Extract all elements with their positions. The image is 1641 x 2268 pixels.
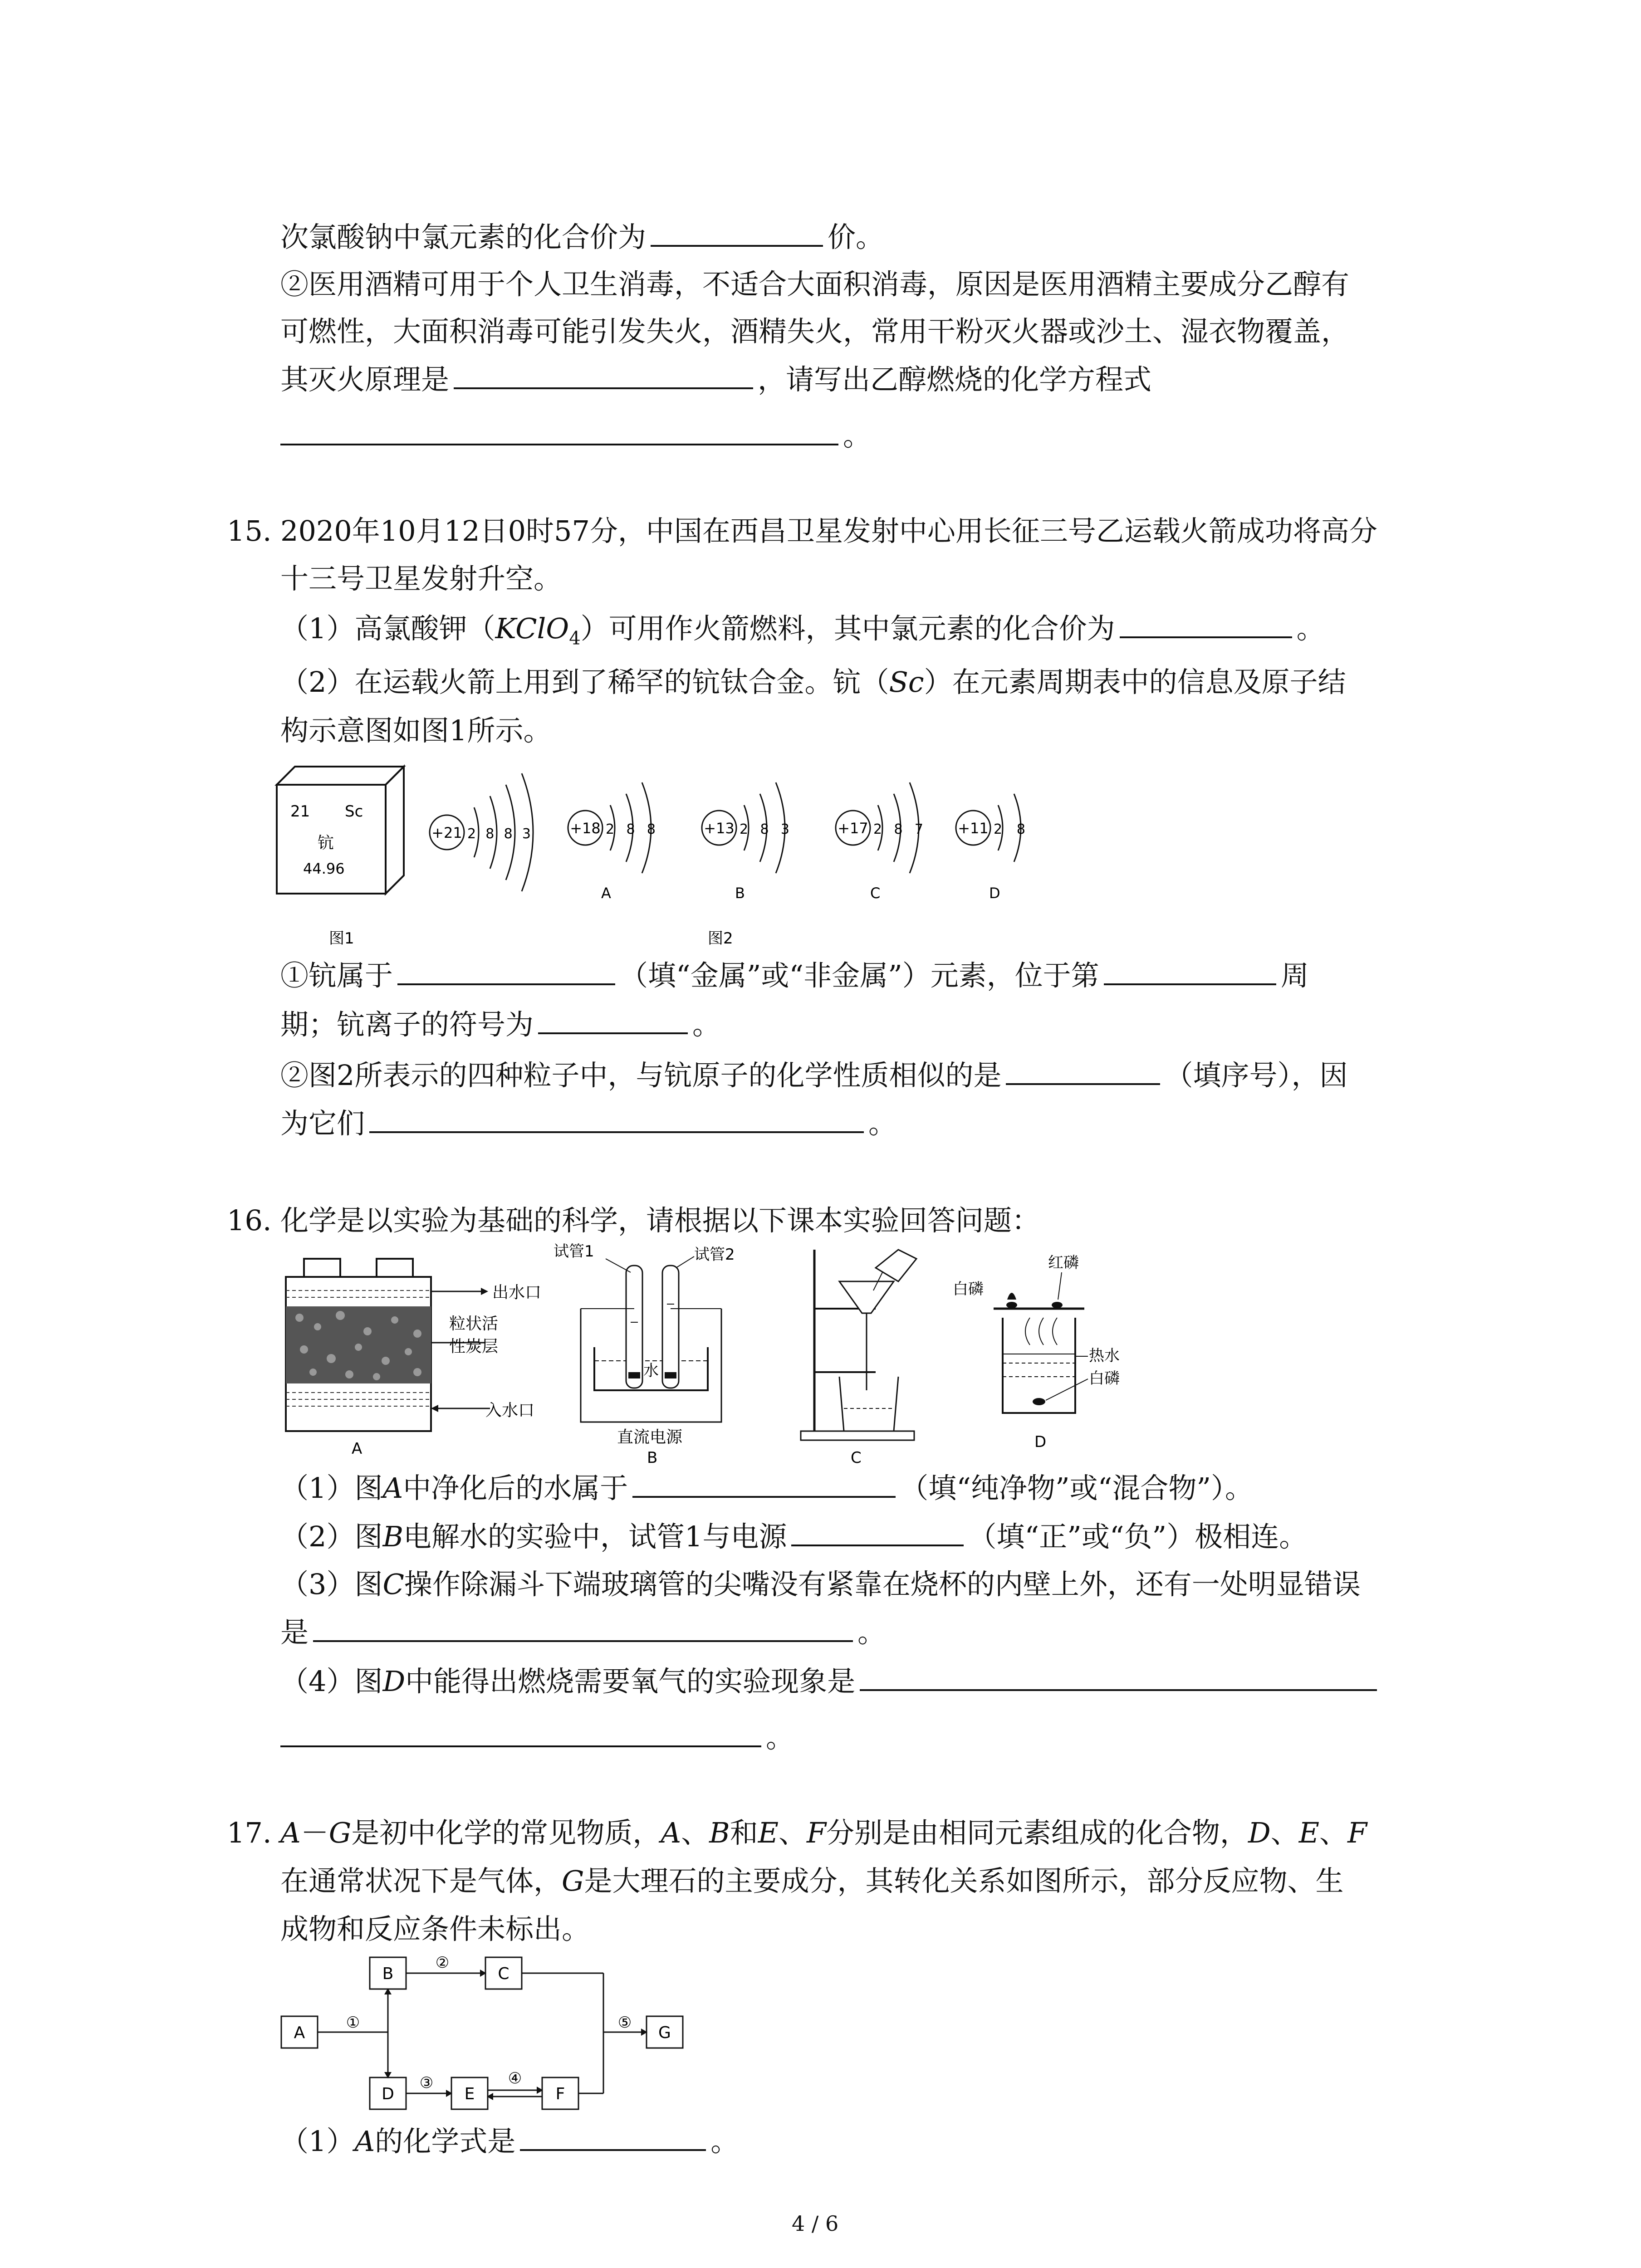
svg-text:出水口: 出水口 <box>492 1283 542 1302</box>
particle-d <box>956 794 1025 902</box>
answer-blank[interactable] <box>520 2145 706 2151</box>
node-e <box>451 2077 488 2109</box>
q15-line-4: （2）在运载火箭上用到了稀罕的钪钛合金。钪（Sc）在元素周期表中的信息及原子结 <box>280 665 1346 699</box>
q17-line-1: A－G是初中化学的常见物质，A、B和E、F分别是由相同元素组成的化合物，D、E、F <box>280 1816 1367 1849</box>
svg-text:B: B <box>735 885 745 902</box>
combustion-apparatus <box>953 1254 1120 1451</box>
q16-line-6: （4）图D中能得出燃烧需要氧气的实验现象是 <box>280 1667 1381 1696</box>
svg-text:F: F <box>555 2085 565 2103</box>
q15-line-5: 构示意图如图1所示。 <box>280 714 552 747</box>
svg-text:D: D <box>382 2085 394 2103</box>
q15-line-9: 为它们 。 <box>280 1107 897 1140</box>
node-b <box>370 1957 406 1989</box>
filtration-apparatus <box>801 1250 916 1467</box>
element-name: 钪 <box>318 834 334 852</box>
step-3: ③ <box>419 2074 434 2092</box>
answer-blank[interactable] <box>280 439 838 445</box>
answer-blank[interactable] <box>791 1540 964 1546</box>
particle-b <box>702 782 789 902</box>
particle-a <box>568 782 656 902</box>
answer-blank[interactable] <box>538 1028 688 1034</box>
q14-line-1: 次氯酸钠中氯元素的化合价为 价。 <box>280 220 884 254</box>
svg-text:A: A <box>294 2024 305 2042</box>
svg-text:E: E <box>464 2085 475 2103</box>
q15-line-1: 2020年10月12日0时57分，中国在西昌卫星发射中心用长征三号乙运载火箭成功将高分 <box>280 514 1377 547</box>
svg-text:C: C <box>498 1965 509 1983</box>
svg-text:C: C <box>851 1449 862 1467</box>
svg-text:C: C <box>870 885 881 902</box>
water-purifier-apparatus <box>286 1259 541 1458</box>
experiment-figure <box>272 1241 1161 1467</box>
q16-line-3: （2）图B电解水的实验中，试管1与电源 （填“正”或“负”）极相连。 <box>280 1520 1308 1553</box>
answer-blank[interactable] <box>632 1491 896 1498</box>
question-number-17: 17. <box>227 1816 272 1849</box>
svg-text:+21: +21 <box>431 824 462 841</box>
answer-blank[interactable] <box>280 1741 761 1747</box>
electrolysis-apparatus <box>554 1242 735 1467</box>
svg-text:B: B <box>647 1449 658 1467</box>
node-g <box>647 2016 683 2048</box>
q17-line-2: 在通常状况下是气体，G是大理石的主要成分，其转化关系如图所示，部分反应物、生 <box>280 1864 1344 1897</box>
svg-text:红磷: 红磷 <box>1048 1254 1079 1272</box>
element-number: 21 <box>290 802 310 821</box>
svg-text:试管1: 试管1 <box>554 1242 594 1261</box>
svg-text:+18: +18 <box>570 820 601 837</box>
svg-text:D: D <box>1034 1433 1047 1451</box>
q15-line-2: 十三号卫星发射升空。 <box>280 562 562 595</box>
svg-text:2 8 3: 2 8 3 <box>740 821 789 837</box>
node-f <box>542 2077 578 2109</box>
answer-blank[interactable] <box>1120 632 1292 638</box>
svg-text:D: D <box>989 885 1000 902</box>
svg-text:2 8: 2 8 <box>994 821 1025 837</box>
step-1: ① <box>346 2014 360 2032</box>
q15-line-7: 期；钪离子的符号为 。 <box>280 1008 721 1041</box>
svg-text:性炭层: 性炭层 <box>449 1337 499 1356</box>
q14-line-3: 可燃性，大面积消毒可能引发失火，酒精失火，常用干粉灭火器或沙土、湿衣物覆盖， <box>280 315 1350 348</box>
transformation-diagram <box>272 1946 726 2118</box>
svg-text:+13: +13 <box>704 820 735 837</box>
step-5: ⑤ <box>617 2014 632 2032</box>
svg-text:白磷: 白磷 <box>1089 1369 1120 1388</box>
svg-text:+17: +17 <box>838 820 868 837</box>
answer-blank[interactable] <box>860 1685 1377 1691</box>
answer-blank[interactable] <box>1104 979 1276 985</box>
element-cell <box>277 767 404 894</box>
answer-blank[interactable] <box>397 979 615 985</box>
q16-line-5: 是 。 <box>280 1616 886 1649</box>
q17-line-4: （1）A的化学式是 。 <box>280 2125 739 2158</box>
svg-text:A: A <box>601 885 611 902</box>
q16-line-2: （1）图A中净化后的水属于 （填“纯净物”或“混合物”）。 <box>280 1471 1254 1505</box>
svg-text:粒状活: 粒状活 <box>449 1315 499 1333</box>
svg-text:2 8 7: 2 8 7 <box>873 821 923 837</box>
figure-1-caption: 图1 <box>329 929 354 948</box>
q14-line-2: ②医用酒精可用于个人卫生消毒，不适合大面积消毒，原因是医用酒精主要成分乙醇有 <box>280 268 1350 301</box>
particle-c <box>836 782 923 902</box>
svg-text:+11: +11 <box>958 820 989 837</box>
node-a <box>281 2016 318 2048</box>
svg-text:直流电源: 直流电源 <box>617 1428 683 1447</box>
svg-text:G: G <box>658 2024 671 2042</box>
svg-text:试管2: 试管2 <box>694 1246 735 1264</box>
answer-blank[interactable] <box>454 383 753 389</box>
q15-line-6: ①钪属于 （填“金属”或“非金属”）元素，位于第 周 <box>280 959 1309 992</box>
q15-line-8: ②图2所表示的四种粒子中，与钪原子的化学性质相似的是 （填序号），因 <box>280 1059 1348 1092</box>
answer-blank[interactable] <box>1006 1079 1160 1085</box>
answer-blank[interactable] <box>369 1127 864 1133</box>
svg-text:A: A <box>352 1440 362 1458</box>
node-c <box>485 1957 522 1989</box>
sc-atom-diagram <box>430 773 533 891</box>
answer-blank[interactable] <box>313 1636 853 1642</box>
question-number-15: 15. <box>227 514 272 547</box>
svg-text:入水口: 入水口 <box>485 1401 535 1420</box>
svg-text:2 8 8: 2 8 8 <box>606 821 656 837</box>
element-symbol: Sc <box>345 802 363 821</box>
q16-line-7: 。 <box>280 1724 794 1752</box>
node-d <box>370 2077 406 2109</box>
svg-text:2 8 8 3: 2 8 8 3 <box>467 826 531 842</box>
step-2: ② <box>435 1954 450 1972</box>
svg-text:热水: 热水 <box>1089 1347 1120 1365</box>
q17-line-3: 成物和反应条件未标出。 <box>280 1912 590 1945</box>
page-number: 4 / 6 <box>792 2211 839 2236</box>
step-4: ④ <box>508 2069 522 2087</box>
svg-text:白磷: 白磷 <box>953 1280 984 1298</box>
q16-line-1: 化学是以实验为基础的科学，请根据以下课本实验回答问题： <box>280 1204 1040 1237</box>
element-mass: 44.96 <box>303 860 345 877</box>
q15-line-3: （1）高氯酸钾（KClO$_4$）可用作火箭燃料，其中氯元素的化合价为 。 <box>280 612 1325 649</box>
q16-line-4: （3）图C操作除漏斗下端玻璃管的尖嘴没有紧靠在烧杯的内壁上外，还有一处明显错误 <box>280 1568 1361 1601</box>
q14-line-4: 其灭火原理是 ，请写出乙醇燃烧的化学方程式 <box>280 363 1152 396</box>
svg-text:B: B <box>382 1965 394 1983</box>
svg-text:水: 水 <box>643 1362 659 1380</box>
question-number-16: 16. <box>227 1204 272 1237</box>
figure-2-caption: 图2 <box>708 929 733 948</box>
atomic-structure-figure <box>272 753 1043 962</box>
q14-line-5: 。 <box>280 422 871 450</box>
answer-blank[interactable] <box>651 240 823 247</box>
